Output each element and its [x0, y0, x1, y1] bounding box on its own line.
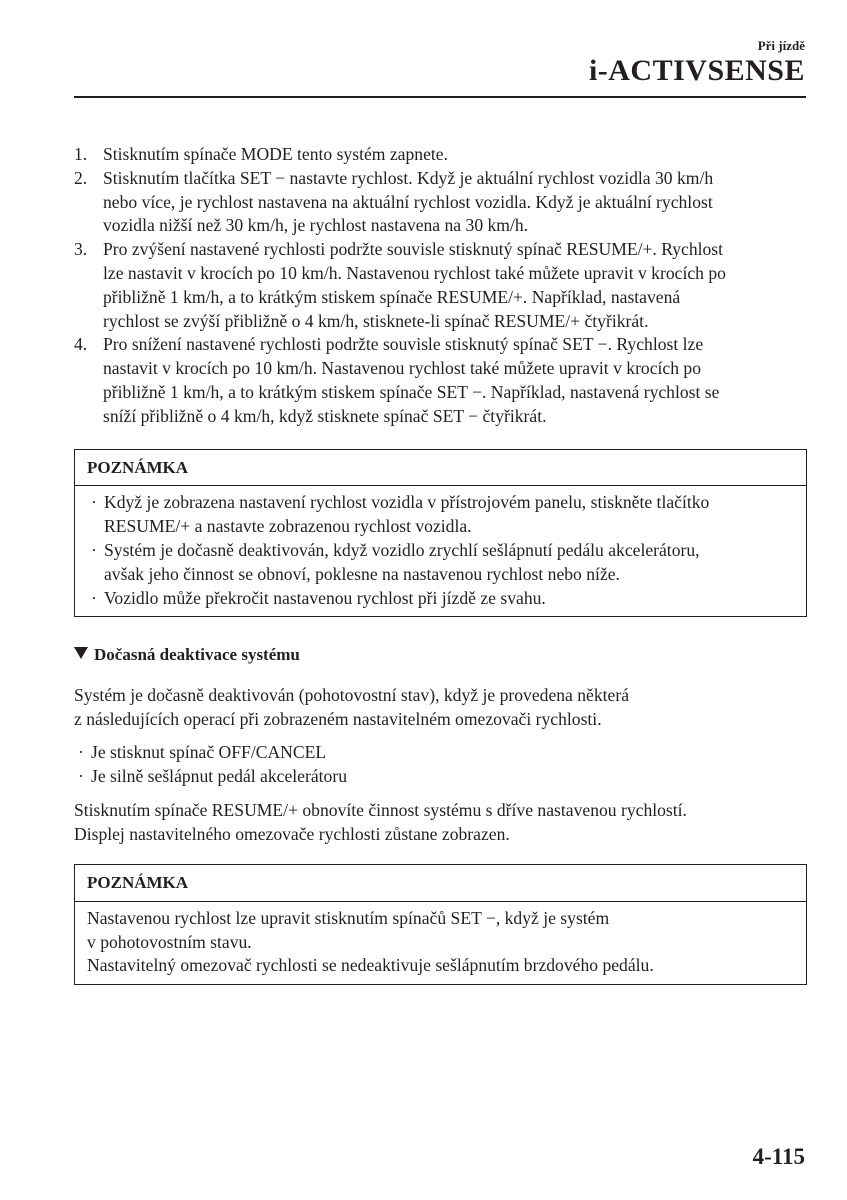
step-line: vozidla nižší než 30 km/h, je rychlost nastavena na 30 km/h.	[103, 215, 529, 236]
page-title: i-ACTIVSENSE	[588, 54, 805, 87]
para-line: Displej nastavitelného omezovače rychlosti zůstane zobrazen.	[74, 824, 510, 845]
note-heading: POZNÁMKA	[75, 865, 806, 902]
bullet-dot: ·	[91, 492, 97, 513]
bullet-dot: ·	[91, 587, 97, 608]
para-line: Systém je dočasně deaktivován (pohotovostní stav), když je provedena některá	[74, 685, 630, 706]
step-line: nebo více, je rychlost nastavena na aktuální rychlost vozidla. Když je aktuální rychlost	[103, 191, 713, 212]
bullet-dot: ·	[91, 539, 97, 560]
note-bullet	[87, 587, 794, 611]
section-heading	[74, 643, 807, 667]
note-line: Vozidlo může překročit nastavenou rychlost při jízdě ze svahu.	[104, 587, 546, 608]
step-item	[74, 333, 807, 428]
section-bullet-list	[74, 741, 807, 789]
section-label: Při jízdě	[757, 38, 805, 53]
page-number: 4-115	[752, 1144, 805, 1169]
note-box	[74, 864, 807, 985]
step-number: 2.	[74, 167, 88, 188]
section-outro	[74, 799, 807, 847]
para-line: Stisknutím spínače RESUME/+ obnovíte činnost systému s dříve nastavenou rychlostí.	[74, 800, 687, 821]
step-number: 4.	[74, 334, 88, 355]
section-bullet	[74, 741, 807, 765]
step-line: sníží přibližně o 4 km/h, když stisknete spínač SET − čtyřikrát.	[103, 405, 547, 426]
note-box	[74, 449, 807, 618]
note-bullet-list	[87, 491, 794, 610]
bullet-dot: ·	[78, 765, 84, 786]
note-body	[75, 902, 806, 984]
note-line: Když je zobrazena nastavení rychlost vozidla v přístrojovém panelu, stiskněte tlačítko	[104, 492, 710, 513]
step-line: rychlost se zvýší přibližně o 4 km/h, stisknete-li spínač RESUME/+ čtyřikrát.	[103, 310, 649, 331]
note-bullet	[87, 539, 794, 587]
step-line: Pro zvýšení nastavené rychlosti podržte souvisle stisknutý spínač RESUME/+. Rychlost	[103, 239, 724, 260]
note-line: Systém je dočasně deaktivován, když vozidlo zrychlí sešlápnutí pedálu akcelerátoru,	[104, 539, 700, 560]
note-line: RESUME/+ a nastavte zobrazenou rychlost vozidla.	[104, 516, 472, 537]
note-line: avšak jeho činnost se obnoví, poklesne na nastavenou rychlost nebo níže.	[104, 563, 620, 584]
note-bullet	[87, 491, 794, 539]
step-line: nastavit v krocích po 10 km/h. Nastavenou rychlost také můžete upravit v krocích po	[103, 358, 702, 379]
note-line: v pohotovostním stavu.	[87, 931, 252, 952]
bullet-text: Je silně sešlápnut pedál akcelerátoru	[91, 765, 347, 786]
section-heading-text: Dočasná deaktivace systému	[94, 645, 300, 665]
step-line: Stisknutím tlačítka SET − nastavte rychlost. Když je aktuální rychlost vozidla 30 km/h	[103, 167, 714, 188]
note-heading: POZNÁMKA	[75, 450, 806, 487]
step-line: lze nastavit v krocích po 10 km/h. Nastavenou rychlost také můžete upravit v krocích po	[103, 262, 726, 283]
step-item	[74, 143, 807, 167]
step-line: Pro snížení nastavené rychlosti podržte souvisle stisknutý spínač SET −. Rychlost lze	[103, 334, 704, 355]
note-body	[75, 486, 806, 616]
section-intro	[74, 684, 807, 732]
bullet-text: Je stisknut spínač OFF/CANCEL	[91, 741, 327, 762]
note-line: Nastavitelný omezovač rychlosti se nedeaktivuje sešlápnutím brzdového pedálu.	[87, 955, 654, 976]
step-number: 1.	[74, 144, 88, 164]
bullet-dot: ·	[78, 741, 84, 762]
note-line: Nastavenou rychlost lze upravit stisknutím spínačů SET −, když je systém	[87, 907, 610, 928]
step-item	[74, 238, 807, 333]
step-line: přibližně 1 km/h, a to krátkým stiskem spínače SET −. Například, nastavená rychlost se	[103, 381, 720, 402]
step-line: Stisknutím spínače MODE tento systém zapnete.	[103, 144, 448, 164]
content	[74, 143, 807, 985]
para-line: z následujících operací při zobrazeném nastavitelném omezovači rychlosti.	[74, 708, 602, 729]
step-item	[74, 167, 807, 238]
step-line: přibližně 1 km/h, a to krátkým stiskem spínače RESUME/+. Například, nastavená	[103, 286, 681, 307]
triangle-down-icon	[74, 647, 88, 659]
header-rule	[74, 96, 806, 98]
section-bullet	[74, 765, 807, 789]
steps-list	[74, 143, 807, 429]
step-number: 3.	[74, 239, 88, 260]
